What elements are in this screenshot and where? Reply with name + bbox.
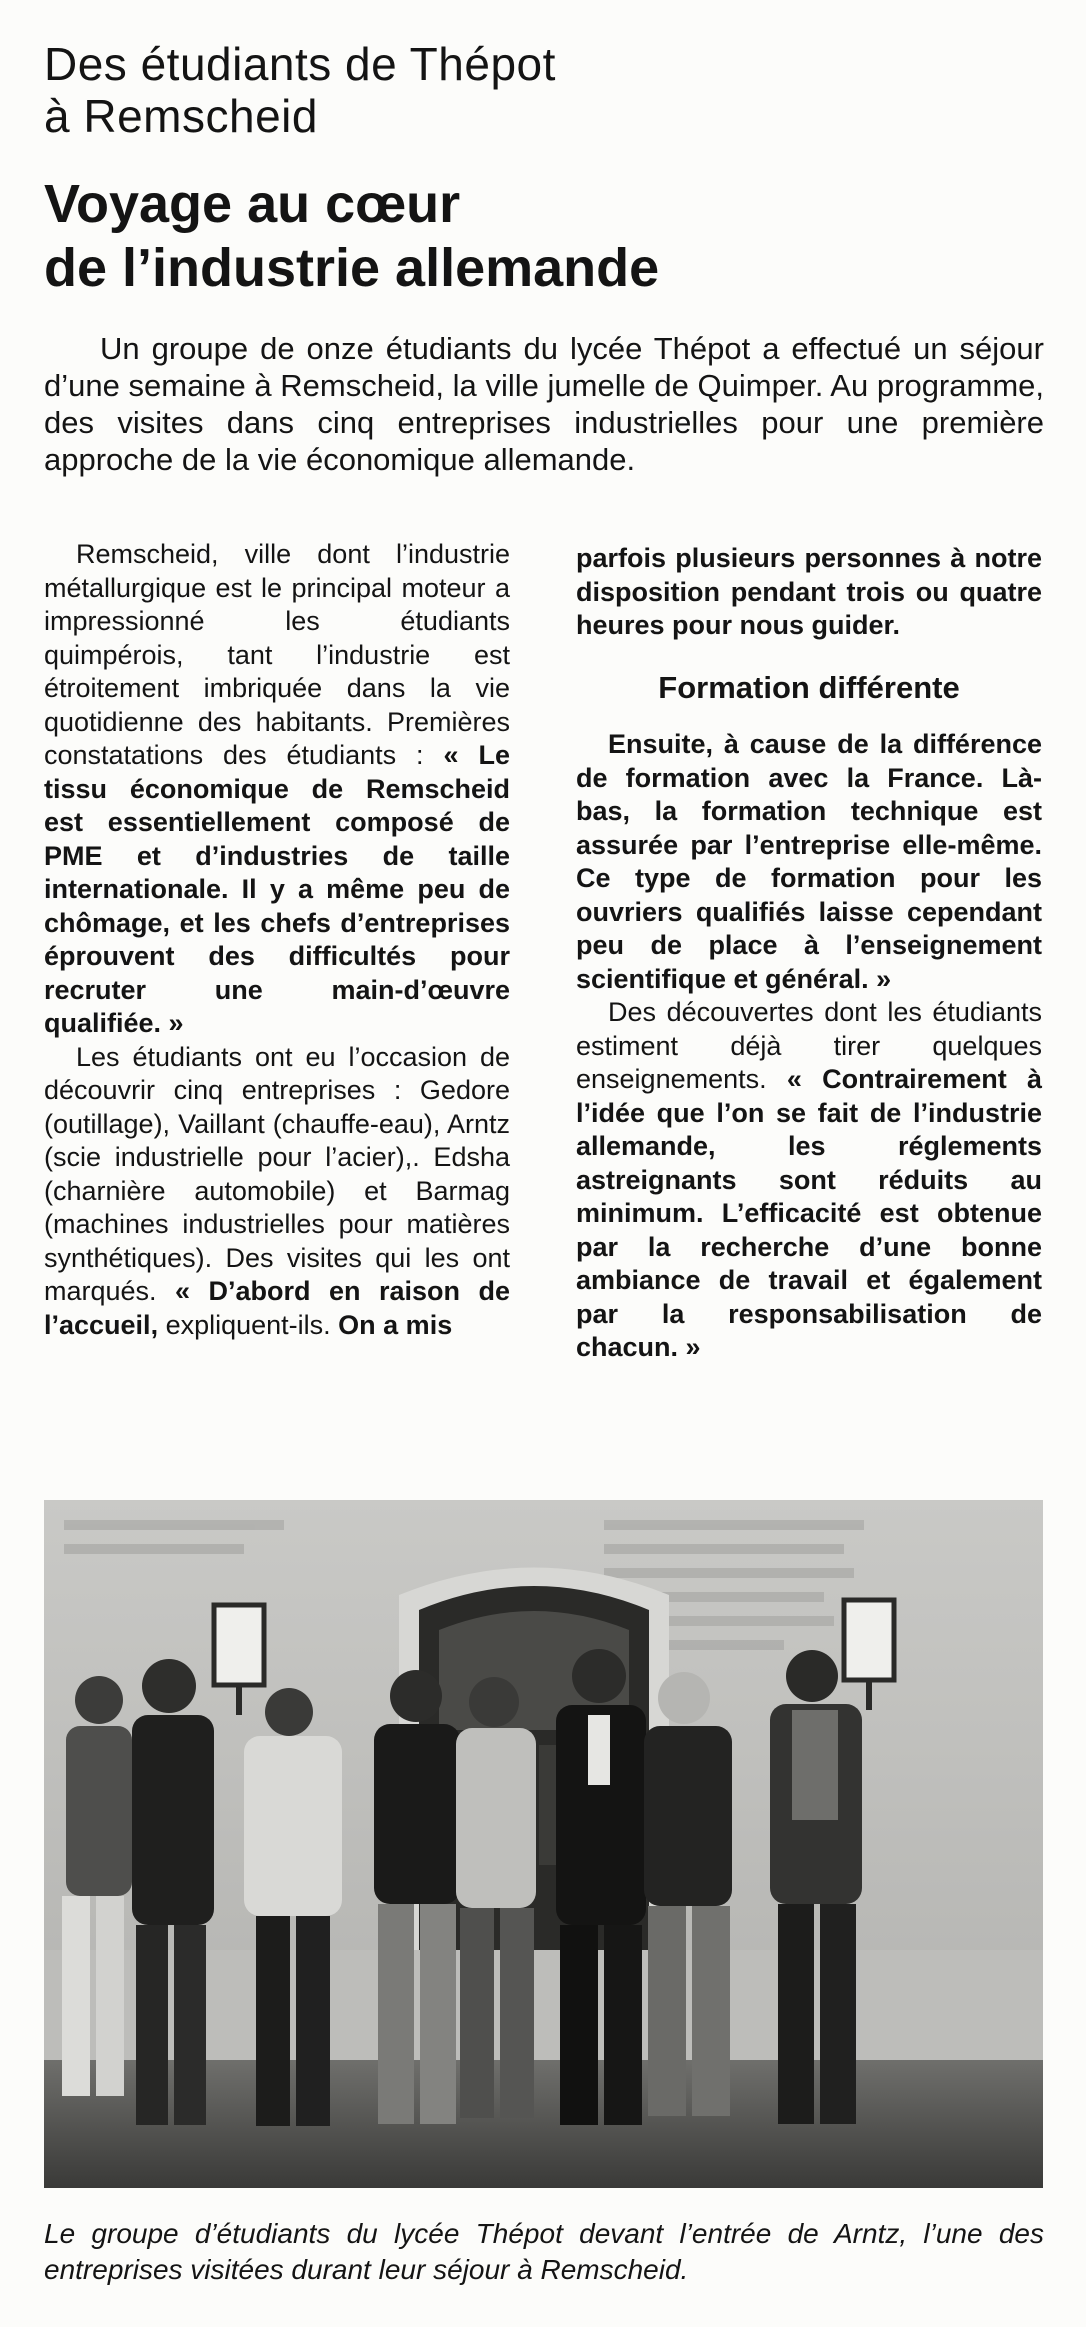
headline-line-1: Voyage au cœur bbox=[44, 174, 461, 234]
paragraph-1 bbox=[44, 538, 510, 1041]
kicker-line-1: Des étudiants de Thépot bbox=[44, 38, 556, 90]
paragraph-2-quote-b-start: On a mis bbox=[338, 1309, 453, 1340]
paragraph-4-quote: « Contrairement à l’idée que l’on se fait de l’industrie allemande, les réglements astreignants sont réduits au minimum. L’efficacité est obtenue par la recherche d’une bonne ambiance de travail et également par la responsabilisation de chacun. » bbox=[576, 1064, 1042, 1362]
headline bbox=[44, 172, 1044, 300]
kicker-line-2: à Remscheid bbox=[44, 90, 318, 142]
paragraph-2-continued bbox=[576, 542, 1042, 643]
paragraph-2-text: Les étudiants ont eu l’occasion de découvrir cinq entreprises : Gedore (outillage), Vaillant (chauffe-eau), Arntz (scie industrielle pour l’acier),. Edsha (charnière automobile) et Barmag (machines industrielles pour matières synthétiques). Des visites qui les ont marqués. bbox=[44, 1041, 510, 1306]
paragraph-1-text: Remscheid, ville dont l’industrie métallurgique est le principal moteur a impressionné les étudiants quimpérois, tant l’industrie est étroitement imbriquée dans la vie quotidienne des habitants. Premières constatations des étudiants : bbox=[44, 539, 510, 770]
paragraph-2-attribution: expliquent-ils. bbox=[158, 1309, 339, 1340]
subhead: Formation différente bbox=[658, 669, 960, 705]
paragraph-2 bbox=[44, 1041, 510, 1343]
paragraph-2-quote-a: « D’abord en raison de l’accueil, bbox=[44, 1276, 510, 1340]
body-column-left bbox=[44, 538, 510, 1342]
photo-caption: Le groupe d’étudiants du lycée Thépot devant l’entrée de Arntz, l’une des entreprises visitées durant leur séjour à Remscheid. bbox=[44, 2218, 1044, 2285]
paragraph-3-quote: Ensuite, à cause de la différence de formation avec la France. Là-bas, la formation technique est assurée par l’entreprise elle-même. Ce type de formation pour les ouvriers qualifiés laisse cependant peu de place à l’enseignement scientifique et général. » bbox=[576, 729, 1042, 994]
paragraph-1-quote: « Le tissu économique de Remscheid est essentiellement composé de PME et d’industries de taille internationale. Il y a même peu de chômage, et les chefs d’entreprises éprouvent des difficultés pour recruter une main-d’œuvre qualifiée. » bbox=[44, 740, 510, 1038]
lede-paragraph: Un groupe de onze étudiants du lycée Thépot a effectué un séjour d’une semaine à Remscheid, la ville jumelle de Quimper. Au programme, des visites dans cinq entreprises industrielles pour une première approche de la vie économique allemande. bbox=[44, 331, 1044, 477]
paragraph-4-text: Des découvertes dont les étudiants estiment déjà tirer quelques enseignements. bbox=[576, 997, 1042, 1094]
paragraph-3 bbox=[576, 728, 1042, 996]
group-photo-illustration bbox=[44, 1500, 1043, 2188]
headline-line-2: de l’industrie allemande bbox=[44, 238, 660, 298]
paragraph-4 bbox=[576, 996, 1042, 1365]
body-column-right bbox=[576, 542, 1042, 1365]
kicker bbox=[44, 38, 1004, 142]
group-photo bbox=[44, 1500, 1043, 2188]
paragraph-2-quote-b-end: parfois plusieurs personnes à notre disposition pendant trois ou quatre heures pour nous guider. bbox=[576, 543, 1042, 640]
